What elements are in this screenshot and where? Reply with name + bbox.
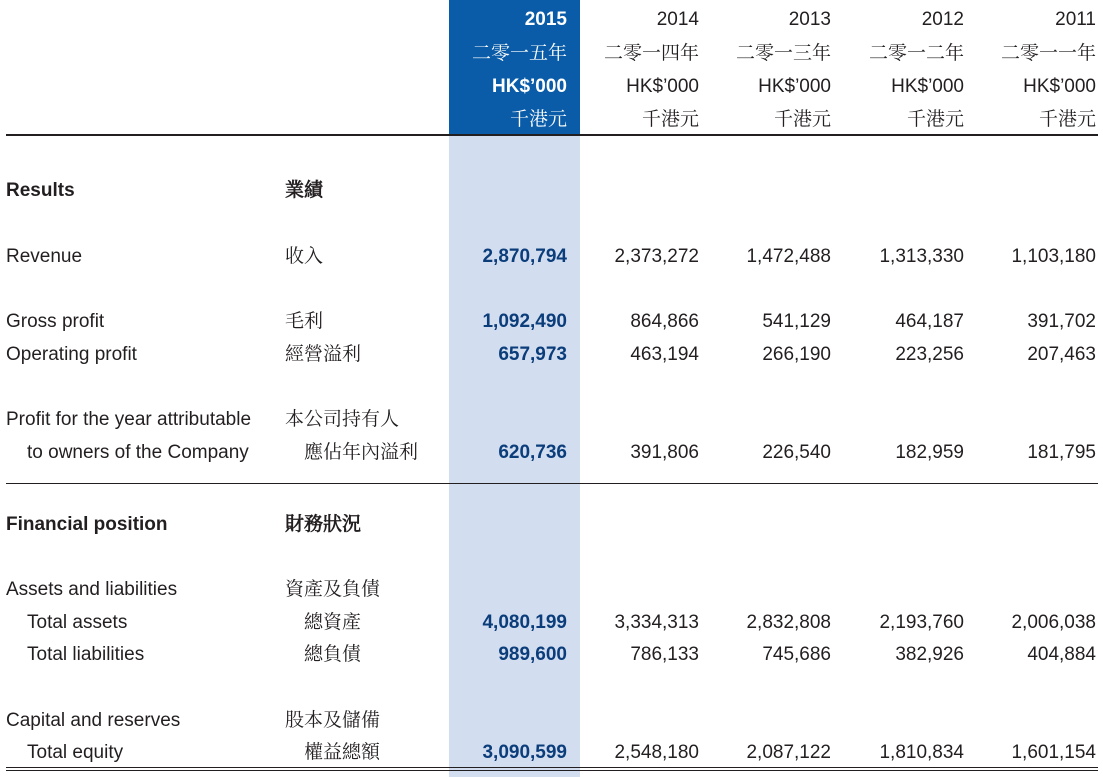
header-unit_cn-0: 千港元 (509, 109, 567, 130)
header-year-4: 2011 (1055, 9, 1096, 30)
value-cell-3: 223,256 (895, 344, 964, 365)
operating-profit-label-en: Operating profit (6, 344, 137, 365)
value-cell-1: 3,334,313 (614, 612, 699, 633)
value-cell-4: 391,702 (1027, 311, 1096, 332)
gross-profit-label-en: Gross profit (6, 311, 105, 332)
value-cell-2: 2,087,122 (746, 742, 831, 763)
bottom-rule (6, 767, 1098, 771)
total-equity-label-cn: 權益總額 (304, 742, 381, 763)
header-unit_cn-1: 千港元 (641, 109, 699, 130)
value-cell-0: 1,092,490 (482, 311, 567, 332)
header-unit-2: HK$’000 (758, 76, 831, 97)
results-heading-en: Results (6, 180, 75, 201)
value-cell-1: 2,548,180 (614, 742, 699, 763)
capital-reserves-label-en: Capital and reserves (6, 710, 181, 731)
revenue-label-en: Revenue (6, 246, 83, 267)
value-cell-3: 1,810,834 (879, 742, 964, 763)
header-chinese-4: 二零一一年 (1000, 43, 1096, 64)
capital-reserves-label-cn: 股本及儲備 (285, 710, 381, 731)
header-year-0: 2015 (524, 9, 567, 30)
header-unit-0: HK$’000 (492, 76, 567, 97)
financial-position-heading-en: Financial position (6, 514, 168, 535)
header-unit-3: HK$’000 (891, 76, 964, 97)
value-cell-3: 2,193,760 (879, 612, 964, 633)
value-cell-3: 182,959 (895, 442, 964, 463)
header-rule (6, 134, 1098, 136)
value-cell-3: 1,313,330 (879, 246, 964, 267)
header-chinese-3: 二零一二年 (868, 43, 964, 64)
header-chinese-2: 二零一三年 (735, 43, 831, 64)
header-chinese-1: 二零一四年 (603, 43, 699, 64)
value-cell-2: 541,129 (762, 311, 831, 332)
operating-profit-label-cn: 經營溢利 (285, 344, 362, 365)
value-cell-0: 3,090,599 (482, 742, 567, 763)
results-heading-cn: 業績 (285, 180, 324, 201)
header-unit_cn-4: 千港元 (1038, 109, 1096, 130)
value-cell-1: 2,373,272 (614, 246, 699, 267)
value-cell-4: 404,884 (1027, 644, 1096, 665)
revenue-label-cn: 收入 (285, 246, 324, 267)
value-cell-1: 786,133 (630, 644, 699, 665)
total-assets-label-cn: 總資產 (304, 612, 362, 633)
value-cell-0: 989,600 (498, 644, 567, 665)
value-cell-0: 657,973 (498, 344, 567, 365)
header-year-3: 2012 (921, 9, 964, 30)
header-chinese-0: 二零一五年 (471, 43, 567, 64)
value-cell-2: 2,832,808 (746, 612, 831, 633)
value-cell-2: 226,540 (762, 442, 831, 463)
value-cell-0: 4,080,199 (482, 612, 567, 633)
header-year-1: 2014 (656, 9, 699, 30)
total-equity-label-en: Total equity (27, 742, 124, 763)
assets-liabilities-label-cn: 資產及負債 (285, 579, 381, 600)
financial-position-heading-cn: 財務狀況 (285, 514, 362, 535)
value-cell-2: 745,686 (762, 644, 831, 665)
assets-liabilities-label-en: Assets and liabilities (6, 579, 178, 600)
header-unit-4: HK$’000 (1023, 76, 1096, 97)
value-cell-2: 266,190 (762, 344, 831, 365)
total-liabilities-label-cn: 總負債 (304, 644, 362, 665)
header-unit_cn-2: 千港元 (773, 109, 831, 130)
gross-profit-label-cn: 毛利 (285, 311, 324, 332)
value-cell-1: 864,866 (630, 311, 699, 332)
value-cell-3: 464,187 (895, 311, 964, 332)
total-liabilities-label-en: Total liabilities (27, 644, 145, 665)
value-cell-3: 382,926 (895, 644, 964, 665)
value-cell-0: 2,870,794 (482, 246, 567, 267)
value-cell-4: 1,103,180 (1011, 246, 1096, 267)
profit-owners-label-en-1: Profit for the year attributable (6, 409, 252, 430)
profit-owners-label-cn-1: 本公司持有人 (285, 409, 400, 430)
value-cell-1: 463,194 (630, 344, 699, 365)
value-cell-4: 181,795 (1027, 442, 1096, 463)
profit-owners-label-cn-2: 應佔年內溢利 (304, 442, 419, 463)
value-cell-0: 620,736 (498, 442, 567, 463)
value-cell-2: 1,472,488 (746, 246, 831, 267)
header-unit_cn-3: 千港元 (906, 109, 964, 130)
section-rule (6, 483, 1098, 484)
value-cell-4: 207,463 (1027, 344, 1096, 365)
total-assets-label-en: Total assets (27, 612, 128, 633)
value-cell-4: 1,601,154 (1011, 742, 1096, 763)
header-unit-1: HK$’000 (626, 76, 699, 97)
value-cell-1: 391,806 (630, 442, 699, 463)
profit-owners-label-en-2: to owners of the Company (27, 442, 249, 463)
header-year-2: 2013 (788, 9, 831, 30)
value-cell-4: 2,006,038 (1011, 612, 1096, 633)
